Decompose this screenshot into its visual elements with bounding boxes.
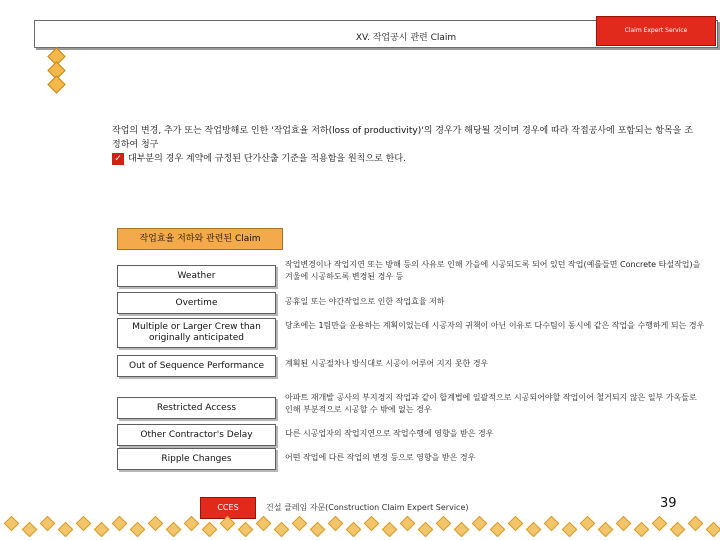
diamond-icon [508,516,524,532]
page-title: XV. 작업공시 관련 Claim [355,33,457,43]
diamond-icon [292,516,308,532]
diamond-icon [22,522,38,537]
diamond-icon [562,522,578,537]
row-description-out-of-sequence: 계획된 시공절차나 방식대로 시공이 어루어 지지 못한 경우 [285,359,489,368]
row-label-out-of-sequence: Out of Sequence Performance [117,355,276,377]
intro-note [112,152,406,166]
row-label-overtime: Overtime [117,292,276,314]
diamond-icon [310,522,326,537]
intro-paragraph: 작업의 변경, 추가 또는 작업방해로 인한 '작업효율 저하(loss of productivity)'의 경우가 해당될 것이며 경우에 따라 작접공사에 포함되는 항목을 조정하여 청구 [112,126,693,150]
diamond-icon [472,516,488,532]
page-number: 39 [660,496,677,511]
diamond-icon [112,516,128,532]
diamond-icon [688,516,704,532]
diamond-icon [58,522,74,537]
header-diamond-decoration [47,48,65,92]
diamond-icon [544,516,560,532]
diamond-icon [47,75,65,93]
diamond-icon [400,516,416,532]
diamond-icon [526,522,542,537]
row-label-ripple-changes: Ripple Changes [117,448,276,470]
diamond-icon [364,516,380,532]
diamond-icon [346,522,362,537]
row-description-overtime: 공휴일 또는 야간작업으로 인한 작업효율 저하 [285,297,445,306]
header-brand-tab: Claim Expert Service [596,16,716,46]
diamond-icon [598,522,614,537]
diamond-icon [130,522,146,537]
diamond-icon [328,516,344,532]
intro-note-text: 대부분의 경우 계약에 규정된 단가산출 기준을 적용함을 원칙으로 한다. [128,154,406,164]
footer-diamond-strip [0,515,720,537]
row-label-multiple-crew: Multiple or Larger Crew than originally anticipated [117,318,276,348]
diamond-icon [634,522,650,537]
diamond-icon [436,516,452,532]
diamond-icon [490,522,506,537]
diamond-icon [4,516,20,532]
row-label-contractor-delay: Other Contractor's Delay [117,424,276,446]
diamond-icon [418,522,434,537]
diamond-icon [256,516,272,532]
diamond-icon [652,516,668,532]
row-label-weather: Weather [117,265,276,287]
row-description-weather: 작업변경이나 작업지연 또는 방해 등의 사유로 인해 가을에 시공되도록 되어 있던 작업(예를들면 Concrete 타설작업)을 겨울에 시공하도록 변경된 경우 등 [285,260,701,281]
diamond-icon [220,516,236,532]
diamond-icon [382,522,398,537]
row-description-multiple-crew: 당초에는 1팀만을 운용하는 계획이었는데 시공자의 귀책이 아닌 이유로 다수팀이 동시에 같은 작업을 수행하게 되는 경우 [285,321,705,330]
diamond-icon [148,516,164,532]
row-description-restricted-access: 아파트 재개발 공사의 부지경지 작업과 같이 합계법에 일괄적으로 시공되어야할 작업이어 철거되지 않은 일부 가옥들로 인해 부분적으로 시공할 수 밖에 없는 경우 [285,393,697,414]
check-box-icon: ✓ [112,153,124,165]
diamond-icon [238,522,254,537]
row-label-restricted-access: Restricted Access [117,397,276,419]
diamond-icon [76,516,92,532]
footer-badge: CCES [200,497,256,519]
footer-text: 건설 클레임 자문(Construction Claim Expert Service) [266,503,469,512]
diamond-icon [706,522,720,537]
diamond-icon [94,522,110,537]
diamond-icon [274,522,290,537]
row-description-ripple-changes: 어떤 작업에 다른 작업의 변경 등으로 영향을 받은 경우 [285,453,476,462]
section-label: 작업효율 저하와 관련된 Claim [117,228,283,250]
diamond-icon [40,516,56,532]
diamond-icon [454,522,470,537]
diamond-icon [580,516,596,532]
diamond-icon [202,522,218,537]
row-description-contractor-delay: 다른 시공업자의 작업지연으로 작업수행에 영향을 받은 경우 [285,429,494,438]
diamond-icon [166,522,182,537]
diamond-icon [670,522,686,537]
diamond-icon [616,516,632,532]
diamond-icon [184,516,200,532]
